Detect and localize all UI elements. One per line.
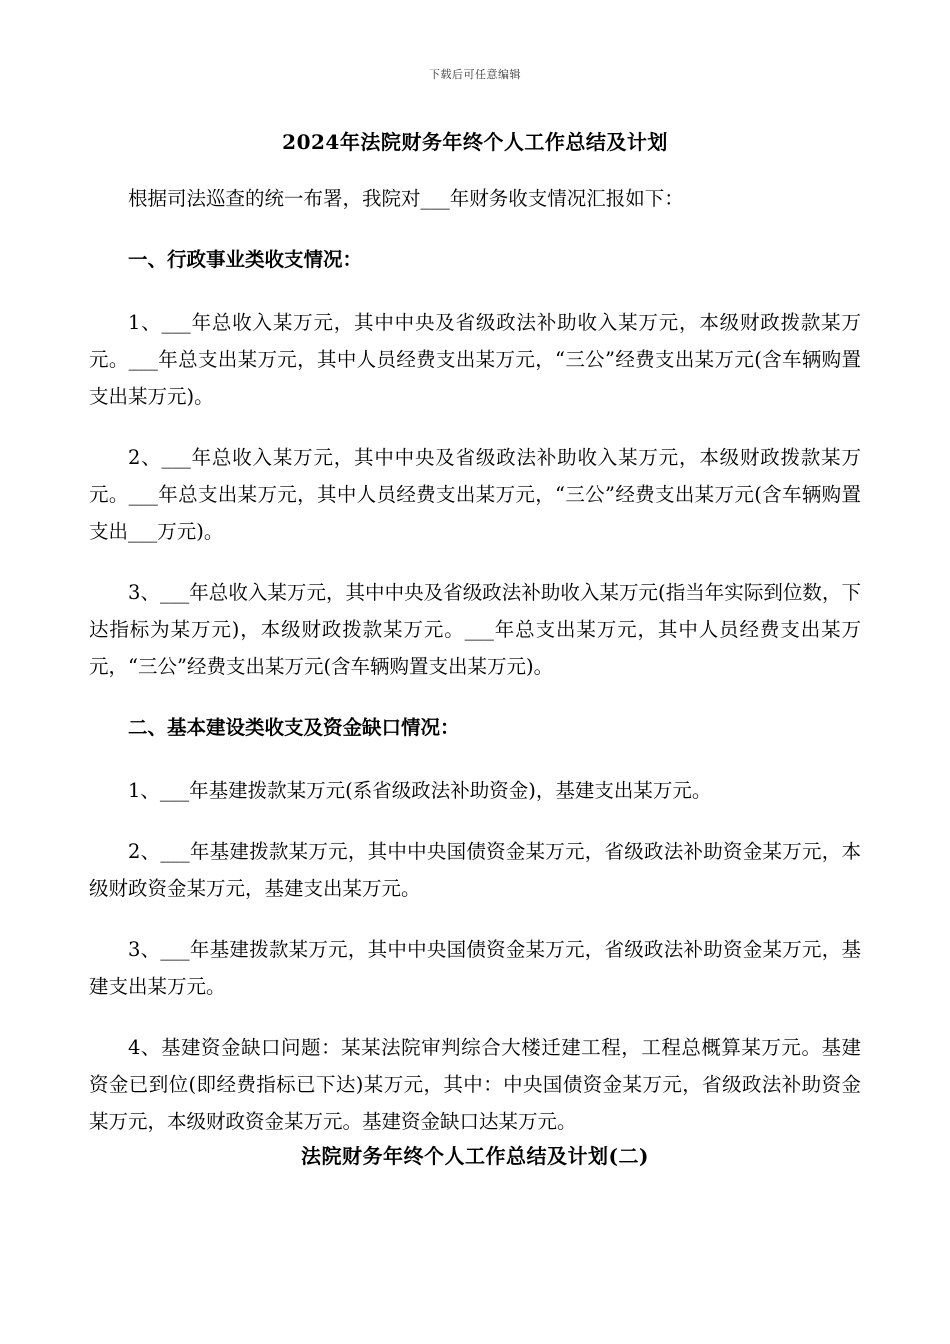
section2-item-2: 2、___年基建拨款某万元，其中中央国债资金某万元，省级政法补助资金某万元，本级财政资金某万元，基建支出某万元。: [89, 840, 861, 900]
section2-heading: 二、基本建设类收支及资金缺口情况：: [128, 716, 460, 739]
section1-item-3: 3、___年总收入某万元，其中中央及省级政法补助收入某万元(指当年实际到位数，下达指标为某万元)，本级财政拨款某万元。___年总支出某万元，其中人员经费支出某万元，“三公”经费支出某万元(含车辆购置支出某万元)。: [89, 581, 861, 678]
section2-item-4: 4、基建资金缺口问题：某某法院审判综合大楼迁建工程，工程总概算某万元。基建资金已到位(即经费指标已下达)某万元，其中：中央国债资金某万元，省级政法补助资金某万元，本级财政资金某万元。基建资金缺口达某万元。: [89, 1036, 861, 1133]
intro-paragraph: 根据司法巡查的统一布署，我院对___年财务收支情况汇报如下：: [128, 187, 684, 210]
section1-heading: 一、行政事业类收支情况：: [128, 248, 363, 271]
document-title: 2024年法院财务年终个人工作总结及计划: [282, 130, 668, 154]
section2-item-3: 3、___年基建拨款某万元，其中中央国债资金某万元，省级政法补助资金某万元，基建支出某万元。: [89, 938, 861, 998]
document-body: [89, 180, 861, 1164]
header-note: 下载后可任意编辑: [429, 68, 521, 81]
section1-item-1: 1、___年总收入某万元，其中中央及省级政法补助收入某万元，本级财政拨款某万元。___年总支出某万元，其中人员经费支出某万元，“三公”经费支出某万元(含车辆购置支出某万元)。: [89, 311, 861, 408]
section2-item-1: 1、___年基建拨款某万元(系省级政法补助资金)，基建支出某万元。: [128, 779, 712, 802]
section1-item-2: 2、___年总收入某万元，其中中央及省级政法补助收入某万元，本级财政拨款某万元。___年总支出某万元，其中人员经费支出某万元，“三公”经费支出某万元(含车辆购置支出___万元)。: [89, 446, 861, 543]
section-subtitle: 法院财务年终个人工作总结及计划(二): [301, 1144, 649, 1168]
